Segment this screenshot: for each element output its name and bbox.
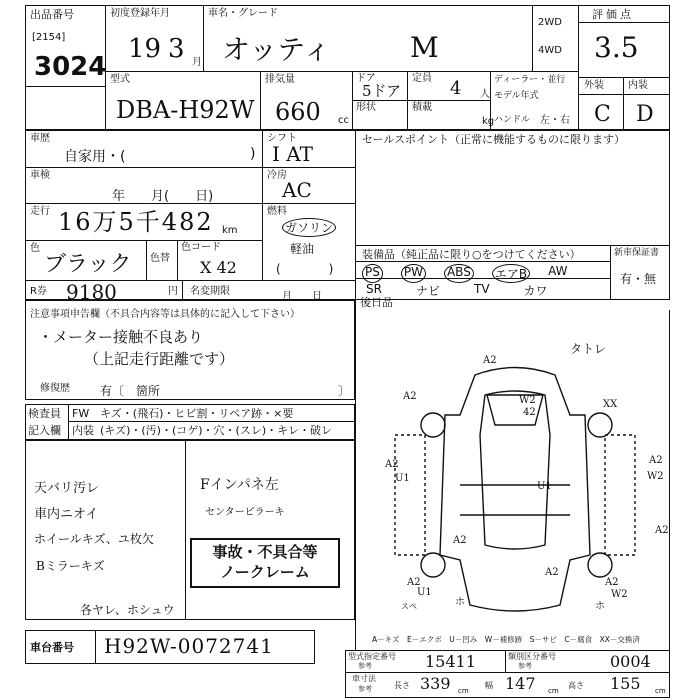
- notes-line1: ・メーター接触不良あり: [38, 328, 204, 346]
- mark-17: W2: [611, 589, 628, 600]
- first-reg-year: 19: [128, 34, 162, 64]
- history-label: 車歴: [30, 133, 50, 144]
- recycle-unit: 円: [168, 286, 178, 297]
- equip-pw: PW: [401, 264, 426, 283]
- equip-navi: ナビ: [415, 284, 440, 298]
- dims-height-label: 高さ: [568, 681, 584, 690]
- chassis-label: 車台番号: [30, 641, 74, 654]
- rating-hline: [578, 22, 670, 23]
- shift-label: シフト: [267, 133, 297, 144]
- doors-label: ドア: [356, 73, 376, 84]
- equip-tv: TV: [473, 282, 490, 296]
- repair-value: 有〔 箇所: [100, 384, 161, 398]
- mark-11: A2: [655, 525, 669, 536]
- car-grade: M: [410, 31, 439, 64]
- notes-line2: （上記走行距離です）: [84, 350, 235, 368]
- shift-line: [262, 167, 355, 168]
- dims-length-unit: cm: [458, 687, 469, 695]
- displacement-value: 660: [275, 98, 321, 126]
- equip-row-line2: [355, 278, 610, 279]
- fuel-gasoline: ガソリン: [282, 218, 336, 237]
- dims-height: 155: [610, 674, 641, 693]
- mark-20: ホ: [595, 601, 605, 612]
- remark-2: 車内ニオイ: [34, 507, 99, 522]
- diagram-top-note: タトレ: [570, 342, 607, 356]
- inspector-label2: 記入欄: [28, 424, 61, 437]
- remark-5: 各ヤレ、ホシュウ: [80, 603, 175, 617]
- ac-value: AC: [282, 178, 312, 202]
- equip-sr: SR: [366, 282, 382, 296]
- sales-point-label: セールスポイント（正常に機能するものに限ります）: [362, 133, 626, 146]
- color-code: X 42: [200, 258, 237, 277]
- dims-length-label: 長さ: [394, 681, 410, 690]
- interior-note-2: センターピラーキ: [205, 507, 285, 518]
- inspector-label: 検査員: [28, 407, 61, 420]
- first-reg-label: 初度登録年月: [110, 8, 170, 19]
- inspection-label: 車検: [30, 170, 50, 181]
- dims-label: 車寸法: [352, 674, 376, 683]
- drive-4wd: 4WD: [538, 45, 562, 56]
- repair-label: 修復歴: [40, 383, 70, 394]
- spec-divider: [505, 650, 506, 672]
- lot-sub: [2154]: [32, 32, 66, 43]
- recycle-value: 9180: [66, 280, 117, 304]
- interior-note-1: Fインパネ左: [200, 477, 279, 493]
- inspector-inner: 内装: [72, 424, 94, 437]
- rating-score: 3.5: [594, 31, 639, 64]
- recycle-label: R券: [30, 286, 47, 297]
- remarks-frame: [25, 440, 355, 620]
- lot-number: 3024: [34, 52, 107, 82]
- mark-2: A2: [403, 391, 417, 402]
- lot-hline: [25, 86, 105, 87]
- inspector-mid: [68, 421, 355, 422]
- inspector-divider: [68, 404, 69, 440]
- rating-hline3: [578, 94, 670, 95]
- shape-label: 形状: [356, 102, 376, 113]
- remarks-divider: [185, 440, 186, 620]
- car-name-label: 車名・グレード: [208, 8, 278, 19]
- remark-1: 天バリ汚レ: [34, 481, 100, 496]
- warranty-divider: [610, 245, 611, 300]
- model-year-label: モデル年式: [494, 91, 539, 101]
- color-label: 色: [30, 243, 40, 254]
- load-unit: kg: [482, 116, 495, 127]
- shift-divider: [262, 130, 263, 280]
- model-label: 型式: [110, 74, 130, 85]
- damage-legend: A－キズ E－エクボ U－凹み W－補修跡 S－サビ C－腐食 XX－交換済: [372, 635, 640, 644]
- drive-divider: [532, 5, 533, 71]
- equip-abs: ABS: [444, 264, 474, 283]
- remark-3: ホイールキズ、ユ枚欠: [34, 532, 154, 546]
- type-no-sub: 参考: [358, 662, 372, 670]
- dims-width-unit: cm: [548, 687, 559, 695]
- history-value: 自家用・(: [64, 149, 126, 165]
- stamp-line2: ノークレーム: [220, 563, 310, 581]
- mileage-unit: km: [222, 225, 238, 236]
- rating-int-label: 内装: [628, 80, 648, 91]
- color-code-label: 色コード: [181, 242, 221, 253]
- displacement-label: 排気量: [265, 74, 295, 85]
- chassis-value: H92W-0072741: [104, 634, 274, 658]
- chassis-divider: [95, 630, 96, 664]
- model-divider: [260, 71, 261, 130]
- rating-divider: [578, 5, 579, 130]
- mileage-label: 走行: [30, 206, 50, 217]
- rating-label: 評価点: [592, 8, 634, 21]
- mark-8: A2: [649, 455, 663, 466]
- mark-18: スペ: [401, 602, 417, 611]
- model-value: DBA-H92W: [116, 96, 255, 124]
- drive-2wd: 2WD: [538, 17, 562, 28]
- mark-12: A2: [453, 535, 467, 546]
- equipment-row1: [362, 264, 567, 283]
- rating-ext: C: [594, 102, 611, 127]
- history-line: [25, 167, 262, 168]
- equip-ps: PS: [362, 264, 383, 283]
- handle-value: 左・右: [540, 115, 570, 126]
- rating-hline2: [578, 77, 670, 78]
- after-date-label: 後日品: [360, 296, 393, 309]
- inspector-fw: FW: [72, 407, 90, 420]
- rating-mid: [623, 77, 624, 130]
- type-no-label: 型式指定番号: [348, 652, 396, 661]
- equipment-label: 装備品（純正品に限り○をつけてください）: [362, 248, 581, 261]
- mark-1: A2: [483, 355, 497, 366]
- repair-close: 〕: [338, 384, 351, 398]
- capacity-value: 4: [450, 78, 462, 99]
- fuel-paren: ( ): [276, 262, 334, 276]
- shift-value: I AT: [272, 142, 313, 166]
- dims-height-unit: cm: [655, 687, 666, 695]
- load-label: 積載: [412, 102, 432, 113]
- inspector-row2: (キズ)・(汚)・(コゲ)・穴・(スレ)・キレ・破レ: [100, 424, 333, 437]
- row2b-line: [352, 100, 490, 101]
- color-divider2: [177, 240, 178, 280]
- lot-label: 出品番号: [30, 8, 74, 21]
- equipment-row2: [366, 282, 548, 299]
- mark-9: W2: [647, 471, 664, 482]
- capacity-label: 定員: [412, 73, 432, 84]
- dims-width-label: 幅: [485, 681, 493, 690]
- dims-sub: 参考: [358, 685, 372, 693]
- color-value: ブラック: [44, 252, 132, 277]
- first-reg-month-unit: 月: [192, 57, 202, 68]
- warranty-label: 新車保証書: [614, 248, 660, 258]
- damage-marks: [355, 355, 670, 615]
- ac-line: [262, 203, 355, 204]
- doors-value: 5ドア: [362, 82, 402, 100]
- car-name: オッティ: [222, 33, 331, 66]
- dealer-label: ディーラー・並行: [494, 75, 566, 85]
- equip-row-line: [355, 261, 610, 262]
- notes-label: 注意事項申告欄（不具合内容等は具体的に記入して下さい）: [30, 309, 300, 320]
- color-divider: [146, 240, 147, 280]
- equip-leather: カワ: [523, 284, 548, 298]
- mileage-line: [25, 240, 262, 241]
- first-reg-divider: [203, 5, 204, 71]
- mark-4: 42: [523, 407, 536, 418]
- mark-13: A2: [545, 567, 559, 578]
- fuel-label: 燃料: [267, 206, 287, 217]
- history-close: ): [250, 146, 256, 162]
- mark-10: U1: [537, 481, 552, 492]
- dims-width: 147: [505, 674, 536, 693]
- inspector-row1: キズ・(飛石)・ヒビ割・リペア跡・×要: [100, 407, 294, 420]
- stamp-line1: 事故・不具合等: [212, 543, 318, 561]
- rating-ext-label: 外装: [584, 80, 604, 91]
- spec-mid: [345, 672, 670, 673]
- capacity-unit: 人: [480, 89, 490, 100]
- name-change-label: 名変期限: [190, 286, 230, 297]
- mark-5: XX: [603, 399, 618, 410]
- equip-airbag: エアB: [492, 264, 530, 283]
- class-no-value: 0004: [610, 652, 651, 671]
- inspection-value: 年 月( 日): [112, 189, 214, 204]
- color-change-label: 色替: [150, 253, 170, 264]
- remark-4: Bミラーキズ: [36, 559, 105, 573]
- mark-3: W2: [519, 395, 536, 406]
- equip-top: [355, 245, 670, 246]
- mark-16: A2: [605, 577, 619, 588]
- mileage-value: 16万5千482: [58, 208, 214, 236]
- mark-15: U1: [417, 587, 432, 598]
- fuel-diesel: 軽油: [290, 242, 315, 256]
- class-no-label: 類別区分番号: [508, 652, 556, 661]
- recycle-divider: [182, 280, 183, 300]
- ac-label: 冷房: [267, 170, 287, 181]
- row2-line: [105, 71, 578, 72]
- no-claim-stamp: [190, 538, 340, 588]
- mark-7: U1: [395, 473, 410, 484]
- handle-label: ハンドル: [494, 115, 531, 125]
- rating-int: D: [636, 102, 654, 127]
- inspection-line: [25, 203, 262, 204]
- first-reg-month: 3: [168, 34, 185, 64]
- dims-length: 339: [420, 674, 451, 693]
- type-no-value: 15411: [425, 652, 476, 671]
- displacement-unit: cc: [338, 115, 349, 126]
- mark-19: ホ: [455, 597, 465, 608]
- mark-6: A2: [385, 459, 399, 470]
- class-no-sub: 参考: [518, 662, 532, 670]
- name-change-value: 月 日: [282, 291, 322, 302]
- warranty-value: 有・無: [620, 272, 657, 286]
- equip-aw: AW: [548, 264, 568, 278]
- mark-14: A2: [407, 577, 421, 588]
